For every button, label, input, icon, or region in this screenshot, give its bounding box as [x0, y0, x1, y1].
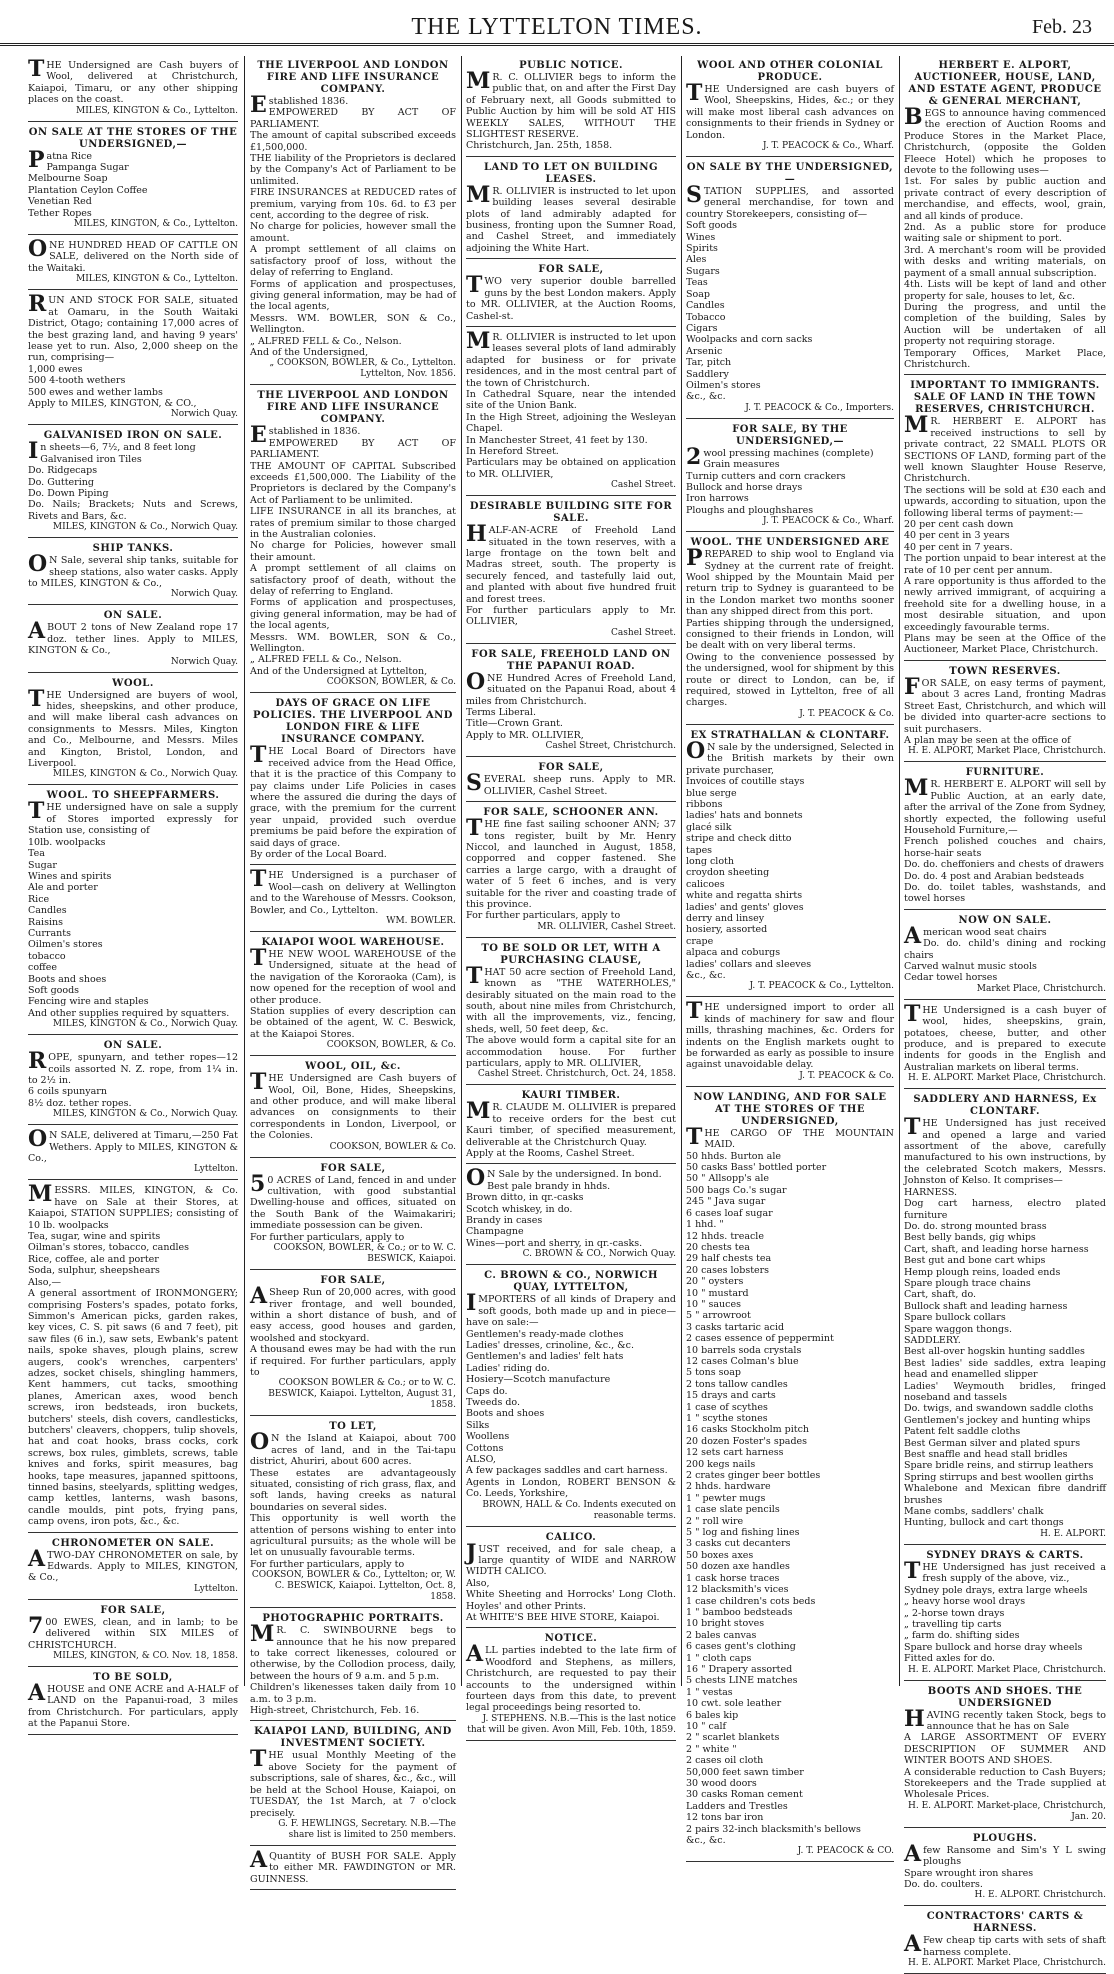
ad-heading: ON SALE BY THE UNDERSIGNED,—: [686, 162, 894, 186]
ad-heading: KAURI TIMBER.: [521, 1090, 621, 1102]
advertisement: [904, 1831, 1106, 1907]
ad-heading: PUBLIC NOTICE.: [519, 60, 623, 71]
ad-signature: Norwich Quay.: [170, 409, 238, 420]
ad-body: THE NEW WOOL WAREHOUSE of the Undersigned, situate at the head of the navigation of the Kororaoka (Cam), is now opened for the reception of wool and other produce. Station supplies of every description can be obtained of the agent, W. C. Beswick, at the Kaiapoi Stores.: [250, 944, 456, 1040]
ad-heading: WOOL. THE UNDERSIGNED ARE: [690, 537, 890, 549]
ad-body: Established in 1836. EMPOWERED BY ACT OF PARLIAMENT. THE AMOUNT OF CAPITAL Subscribed exceeds £1,500,000. The Liability of the Proprietors is declared by the Company's Act of Parliament to be unlimited. LIFE INSURANCE in all its branches, at rates of premium similar to those charged in the Australian colonies. No charge for Policies, however small their amount. A prompt settlement of all claims on satisfactory proof of death, without the delay of referring to England. Forms of application and prospectuses, giving general information, may be had of the local agents, Messrs. WM. BOWLER, SON & Co., Wellington. „ ALFRED FELL & Co., Nelson. And of the Undersigned at Lyttelton,: [250, 422, 456, 677]
ad-body: 50 ACRES of Land, fenced in and under cultivation, with good substantial Dwelling-house and offices, situated on the South Bank of the Waimakariri; immediate possession can be given. For further particulars, apply to: [250, 1170, 456, 1243]
ad-signature: Market Place, Christchurch.: [976, 983, 1106, 994]
advertisement: [250, 696, 456, 865]
ad-signature: MILES, KINGTON & Co., Norwich Quay.: [52, 769, 238, 780]
ad-heading: FURNITURE.: [965, 767, 1045, 779]
advertisement: [466, 941, 676, 1086]
advertisement: [466, 1167, 676, 1265]
advertisement: [904, 1548, 1106, 1681]
advertisement: [28, 428, 238, 538]
ad-heading: PLOUGHS.: [972, 1832, 1038, 1844]
ad-body: AQuantity of BUSH FOR SALE. Apply to either MR. FAWDINGTON or MR. GUINNESS.: [250, 1846, 456, 1885]
advertisement: [904, 378, 1106, 661]
ad-signature: H. E. ALPORT. Market Place, Christchurch.: [907, 1958, 1106, 1969]
ad-signature: H. E. ALPORT. Market Place, Christchurch.: [907, 1073, 1106, 1084]
advertisement: [466, 327, 676, 496]
issue-date: Feb. 23: [1032, 16, 1092, 38]
advertisement: [686, 1090, 894, 1863]
ad-heading: GALVANISED IRON ON SALE.: [43, 430, 223, 442]
ad-signature: J. T. PEACOCK & CO.: [797, 1846, 894, 1857]
ad-body: THE Undersigned are Cash buyers of Wool, Oil, Bone, Hides, Sheepskins, and other produce, and will make liberal advances on consignments to their correspondents in London, Liverpool, or the Colonies.: [250, 1069, 456, 1142]
advertisement: [466, 1088, 676, 1164]
advertisement: [28, 1603, 238, 1667]
ad-body: THE usual Monthly Meeting of the above Society for the payment of subscriptions, sale of shares, &c., &c., will be held at the School House, Kaiapoi, on TUESDAY, the 1st March, at 7 o'clock precisely.: [250, 1746, 456, 1819]
ad-signature: Norwich Quay.: [170, 656, 238, 667]
ad-body: MR. C. OLLIVIER begs to inform the public that, on and after the First Day of February next, all Goods submitted to Public Auction by him will be sold AT HIS WEEKLY SALES, WITHOUT THE SLIGHTEST RESERVE. Christchurch, Jan. 25th, 1858.: [466, 68, 676, 152]
ad-body: ATWO-DAY CHRONOMETER on sale, by Edwards. Apply to MILES, KINGTON, & Co.,: [28, 1545, 238, 1584]
ad-body: THE Undersigned are buyers of wool, hides, sheepskins, and other produce, and will make liberal cash advances on consignments to Messrs. Miles, Kington and Co., Melbourne, and Messrs. Miles and Kington, Bristol, London, and Liverpool.: [28, 685, 238, 770]
ad-signature: MILES, KINGTON, & CO. Nov. 18, 1858.: [53, 1651, 238, 1662]
ad-body: THE Undersigned are Cash buyers of Wool, delivered at Christchurch, Kaiapoi, Timaru, or any other shipping places on the coast.: [28, 56, 238, 106]
ad-heading: SHIP TANKS.: [92, 543, 174, 555]
ad-body: STATION SUPPLIES, and assorted general merchandise, for town and country Storekeepers, consisting of— Soft goods Wines Spirits Ales Sugars Teas Soap Candles Tobacco Cigars Woolpacks and corn sacks Arsenic Tar, pitch Saddlery Oilmen's stores &c., &c.: [686, 182, 894, 403]
advertisement: [904, 1092, 1106, 1545]
ad-body: THE Undersigned is a cash buyer of wool, hides, sheepskins, grain, potatoes, cheese, butter, and other produce, and is prepared to execute indents for goods in the English and Australian markets on liberal terms.: [904, 1000, 1106, 1073]
advertisement: [28, 1536, 238, 1600]
advertisement: [28, 293, 238, 425]
ad-body: 2wool pressing machines (complete) Grain measures Turnip cutters and corn crackers Bullock and horse drays Iron harrows Ploughs and ploughshares: [686, 443, 874, 516]
ad-signature: COOKSON BOWLER & Co.; or to W. C. BESWICK, Kaiapoi. Lyttelton, August 31, 1858.: [268, 1378, 456, 1411]
advertisement: [250, 935, 456, 1056]
ad-signature: J. STEPHENS. N.B.—This is the last notice that will be given. Avon Mill, Feb. 10th, 1859.: [467, 1713, 676, 1735]
ad-heading: NOW LANDING, AND FOR SALE AT THE STORES OF THE UNDERSIGNED,: [693, 1091, 887, 1127]
advertisement: [250, 1724, 456, 1845]
advertisement: [904, 1000, 1106, 1089]
ad-heading: TO LET,: [329, 1421, 377, 1433]
advertisement: [466, 262, 676, 327]
ad-heading: C. BROWN & CO., NORWICH QUAY, LYTTELTON,: [484, 1270, 658, 1294]
ad-heading: KAIAPOI WOOL WAREHOUSE.: [261, 936, 445, 948]
advertisement: [28, 58, 238, 122]
ad-heading: NOW ON SALE.: [958, 914, 1052, 926]
ad-heading: TO BE SOLD,: [93, 1672, 173, 1684]
ad-heading: SADDLERY AND HARNESS, Ex CLONTARF.: [913, 1094, 1097, 1118]
column-4: [682, 56, 898, 1857]
ad-heading: TOWN RESERVES.: [949, 665, 1061, 677]
column-5: [900, 56, 1110, 1969]
ad-body: MR. OLLIVIER is instructed to let upon leases several plots of land admirably adapted for business or for private residences, and in the most central part of the town of Christchurch. In Cathedral Square, near the intended site of the Union Bank. In the High Street, adjoining the Wesleyan Chapel. In Manchester Street, 41 feet by 130. In Hereford Street. Particulars may be obtained on application to MR. OLLIVIER,: [466, 327, 676, 480]
advertisement: [28, 676, 238, 786]
advertisement: [904, 1684, 1106, 1828]
masthead: [0, 0, 1114, 46]
ad-signature: COOKSON, BOWLER & Co., Lyttelton; or, W. C. BESWICK, Kaiapoi. Lyttelton, Oct. 8, 1858.: [251, 1570, 456, 1603]
ad-signature: MILES, KINGTON & Co., Norwich Quay.: [52, 522, 238, 533]
ad-signature: J. T. PEACOCK & Co., Wharf.: [762, 516, 894, 527]
ad-signature: J. T. PEACOCK & Co., Importers.: [745, 402, 894, 413]
ad-heading: PHOTOGRAPHIC PORTRAITS.: [262, 1613, 444, 1625]
ad-signature: H. E. ALPORT. Market Place, Christchurch.: [907, 1664, 1106, 1675]
ad-heading: WOOL, OIL, &c.: [305, 1061, 401, 1073]
ad-heading: FOR SALE, SCHOONER ANN.: [483, 807, 659, 819]
ad-body: American wood seat chairs Do. do. child's dining and rocking chairs Carved walnut music stools Cedar towel horses: [904, 922, 1106, 984]
ad-body: THE Undersigned are cash buyers of Wool, Sheepskins, Hides, &c.; or they will make most liberal cash advances on consignments to their friends in Sydney or London.: [686, 80, 894, 141]
ad-signature: WM. BOWLER.: [386, 915, 456, 926]
ad-signature: MILES, KINGTON & Co., Norwich Quay.: [52, 1109, 238, 1120]
ad-body: THE Undersigned has just received and opened a large and varied assortment of the above, carefully manufactured to his own instructions, by the celebrated Scotch makers, Messrs. Johnston of Kelso. It comprises— HARNESS. Dog cart harness, electro plated furniture Do. do. strong mounted brass Best belly bands, gig whips Cart, shaft, and leading horse harness Best gut and bone cart whips Hemp plough reins, loaded ends Spare plough trace chains Cart, shaft, do. Bullock shaft and leading harness Spare bullock collars Spare waggon thongs. SADDLERY. Best all-over hogskin hunting saddles Best ladies' side saddles, extra leaping head and enamelled slipper Ladies' Weymouth bridles, fringed noseband and tassels Do. twigs, and swandown saddle cloths Gentlemen's jockey and hunting whips Patent felt saddle cloths Best German silver and plated spurs Best snaffle and head stall bridles Spare bridle reins, and stirrup leathers Spring stirrups and best woollen girths Whalebone and Mexican fibre dandriff brushes Mane combs, saddlers' chalk Hunting, bullock and cart thongs: [904, 1114, 1106, 1529]
ad-signature: MILES, KINGTON, & Co., Lyttelton.: [73, 219, 238, 230]
advertisement: [28, 1670, 238, 1735]
ad-heading: TO BE SOLD OR LET, WITH A PURCHASING CLAUSE,: [481, 942, 661, 966]
advertisement: [904, 664, 1106, 762]
ad-heading: FOR SALE,: [320, 1162, 386, 1174]
column-3: [462, 56, 680, 1735]
ad-body: MESSRS. MILES, KINGTON, & Co. have on Sale at their Stores, at Kaiapoi, STATION SUPPLIES; consisting of 10 lb. woolpacks Tea, sugar, wine and spirits Oilman's stores, tobacco, candles Rice, coffee, ale and porter Soda, sulphur, sheepshears Also,— A general assortment of IRONMONGERY; comprising Fosters's spades, potato forks, Simmon's American picks, garden rakes, key vices, C. S. pit saws (6 and 7 feet), pit saw files (6 in.), saw sets, Ewbank's patent nails, spoke shaves, plough plains, screw augers, cook's wrenches, carpenters' adzes, socket chisels, shingling hammers, Kent hammers, cut tacks, smoothing planes, American axes, wood bench screws, iron bedsteads, iron buckets, butchers' steels, dish covers, candlesticks, butchers' cleavers, choppers, tulip shovels, hat and coat hooks, brass cocks, cork screws, box rules, gimblets, screws, table knives and forks, spirit measures, bag hooks, tape measures, japanned spittoons, tinned basins, steelyards, splitting wedges, camp kettles, lanterns, wash basons, candle moulds, pint pots, frying pans, camp ovens, iron pots, &c., &c.: [28, 1181, 238, 1528]
ad-body: ON SALE, delivered at Timaru,—250 Fat Wethers. Apply to MILES, KINGTON & Co.,: [28, 1126, 238, 1165]
ad-heading: EX STRATHALLAN & CLONTARF.: [690, 729, 890, 741]
advertisement: [904, 58, 1106, 375]
ad-heading: FOR SALE,: [538, 264, 604, 276]
ad-body: THE Undersigned is a purchaser of Wool—cash on delivery at Wellington and to the Warehouse of Messrs. Cookson, Bowler, and Co., Lyttelton.: [250, 866, 456, 916]
advertisement: [250, 1059, 456, 1157]
ad-heading: HERBERT E. ALPORT, AUCTIONEER, HOUSE, LAND, AND ESTATE AGENT, PRODUCE & GENERAL MERCHANT,: [908, 60, 1102, 107]
ad-body: ABOUT 2 tons of New Zealand rope 17 doz. tether lines. Apply to MILES, KINGTON & Co.,: [28, 618, 238, 657]
advertisement: [686, 535, 894, 725]
advertisement: [686, 422, 894, 532]
ad-heading: SYDNEY DRAYS & CARTS.: [926, 1549, 1084, 1561]
ad-body: TWO very superior double barrelled guns by the best London makers. Apply to MR. OLLIVIER, at the Auction Rooms, Cashel-st.: [466, 272, 676, 322]
advertisement: [28, 1183, 238, 1532]
ad-heading: WOOL. TO SHEEPFARMERS.: [46, 790, 220, 802]
ad-heading: DAYS OF GRACE ON LIFE POLICIES. THE LIVERPOOL AND LONDON FIRE & LIFE INSURANCE COMPANY.: [253, 698, 453, 746]
ad-signature: J. T. PEACOCK & Co.: [799, 708, 894, 719]
ad-heading: THE LIVERPOOL AND LONDON FIRE AND LIFE INSURANCE COMPANY.: [257, 390, 449, 426]
ad-signature: COOKSON, BOWLER & Co.: [329, 1141, 456, 1152]
advertisement: [904, 765, 1106, 909]
ad-body: PREPARED to ship wool to England via Sydney at the current rate of freight. Wool shipped by the Mountain Maid per return trip to Sydney is guaranteed to be in the London market two months sooner than any shipped direct from this port. Parties shipping through the undersigned, consigned to their friends in London, will be dealt with on very liberal terms. Owing to the convenience possessed by the undersigned, wool for shipment by this route or direct to London, can be, if required, stowed in Lyttelton, free of all charges.: [686, 545, 894, 709]
ad-signature: Lyttelton.: [193, 1583, 238, 1594]
ad-signature: H. E. ALPORT.: [1040, 1528, 1106, 1539]
advertisement: [250, 388, 456, 693]
ad-heading: FOR SALE,: [320, 1275, 386, 1287]
ad-signature: Norwich Quay.: [170, 589, 238, 600]
advertisement: [466, 647, 676, 757]
ad-signature: H. E. ALPORT. Market-place, Christchurch, Jan. 20.: [908, 1800, 1106, 1822]
column-rule: [244, 56, 245, 1686]
advertisement: [466, 499, 676, 644]
advertisement: [250, 868, 456, 932]
ad-signature: J. T. PEACOCK & Co.: [799, 1070, 894, 1081]
ad-signature: MILES, KINGTON & Co., Lyttelton.: [76, 105, 238, 116]
advertisement: [28, 608, 238, 672]
ad-body: THE CARGO OF THE MOUNTAIN MAID. 50 hhds. Burton ale 50 casks Bass' bottled porter 50 " Allsopp's ale 500 bags Co.'s sugar 245 " Java sugar 6 cases loaf sugar 1 hhd. " 12 hhds. treacle 20 chests tea 29 half chests tea 20 cases lobsters 20 " oysters 10 " mustard 10 " sauces 5 " arrowroot 3 casks tartaric acid 2 cases essence of peppermint 10 barrels soda crystals 12 cases Colman's blue 5 tons soap 2 tons tallow candles 15 drays and carts 1 case of scythes 1 " scythe stones 16 casks Stockholm pitch 20 dozen Foster's spades 12 sets cart harness 200 kegs nails 2 crates ginger beer bottles 2 hhds. hardware 1 " pewter mugs 1 case slate pencils 2 " roll wire 5 " log and fishing lines 3 casks cut decanters 50 boxes axes 50 dozen axe handles 1 cask horse traces 12 blacksmith's vices 1 case children's cots beds 1 " bamboo bedsteads 10 bright stoves 2 bales canvas 6 cases gent's clothing 1 " cloth caps 16 " Drapery assorted 5 chests LINE matches 1 " vestas 10 cwt. sole leather 6 bales kip 10 " calf 2 " scarlet blankets 2 " white " 2 cases oil cloth 50,000 feet sawn timber 30 wood doors 30 casks Roman cement Ladders and Trestles 12 tons bar iron 2 pairs 32-inch blacksmith's bellows &c., &c.: [686, 1123, 894, 1847]
column-1: [24, 56, 242, 1730]
advertisement: [250, 58, 456, 385]
ad-body: BEGS to announce having commenced the erection of Auction Rooms and Produce Stores in the Market Place, Christchurch, (opposite the Golden Fleece Hotel) which he proposes to devote to the following uses— 1st. For sales by public auction and private contract of every description of merchandise, and effects, wool, grain, and all kinds of produce. 2nd. As a public store for produce waiting sale or shipment to port. 3rd. A merchant's room will be provided with desks and writing materials, on payment of a small annual subscription. 4th. Lists will be kept of land and other property for sale, houses to let, &c. During the progress, and until the completion of the building, Sales by Auction will be undertaken of all property not requiring storage. Temporary Offices, Market Place, Christchurch.: [904, 104, 1106, 370]
advertisement: [686, 728, 894, 998]
ad-body: RUN AND STOCK FOR SALE, situated at Oamaru, in the South Waitaki District, Otago; containing 17,000 acres of the best grazing land, and having 9 years' lease yet to run. Also, 2,000 sheep on the run, comprising— 1,000 ewes 500 4-tooth wethers 500 ewes and wether lambs Apply to MILES, KINGTON, & CO.,: [28, 291, 238, 409]
ad-heading: ON SALE.: [103, 1040, 163, 1052]
ad-body: MR. OLLIVIER is instructed to let upon building leases several desirable plots of land admirably adapted for business, fronting upon the Sumner Road, and Cashel Street, and immediately adjoining the White Hart.: [466, 181, 676, 254]
ad-body: THE undersigned have on sale a supply of Stores imported expressly for Station use, consisting of 10lb. woolpacks Tea Sugar Wines and spirits Ale and porter Rice Candles Raisins Currants Oilmen's stores tobacco coffee Boots and shoes Soft goods Fencing wire and staples And other supplies required by squatters.: [28, 798, 238, 1019]
ad-body: THE Undersigned has just received a fresh supply of the above, viz., Sydney pole drays, extra large wheels „ heavy horse wool drays „ 2-horse town drays „ travelling tip carts „ farm do. shifting sides Spare bullock and horse dray wheels Fitted axles for do.: [904, 1557, 1106, 1665]
advertisement: [28, 1128, 238, 1180]
advertisement: [904, 1909, 1106, 1974]
ad-body: MR. CLAUDE M. OLLIVIER is prepared to receive orders for the best cut Kauri timber, of specified measurement, deliverable at the Christchurch Quay. Apply at the Rooms, Cashel Street.: [466, 1098, 676, 1160]
ad-heading: WOOL AND OTHER COLONIAL PRODUCE.: [697, 60, 883, 83]
ad-body: MR. HERBERT E. ALPORT has received instructions to sell by private contract, 22 SMALL PLOTS OR SECTIONS OF LAND, forming part of the well known Slaughter House Reserve, Christchurch. The sections will be sold at £30 each and upwards, according to situation, upon the following liberal terms of payment:— 20 per cent cash down 40 per cent in 3 years 40 per cent in 7 years. The portion unpaid to bear interest at the rate of 10 per cent per annum. A rare opportunity is thus afforded to the newly arrived immigrant, of acquiring a freehold site for a dwelling house, in a most desirable situation, and upon exceedingly favourable terms. Plans may be seen at the Office of the Auctioneer, Market Place, Christchurch.: [904, 412, 1106, 656]
ad-heading: BOOTS AND SHOES. THE UNDERSIGNED: [927, 1685, 1083, 1709]
ad-signature: Cashel Street.: [611, 480, 676, 491]
advertisement: [250, 1611, 456, 1721]
ad-signature: J. T. PEACOCK & Co., Lyttelton.: [749, 981, 894, 992]
ad-signature: COOKSON, BOWLER, & Co.: [326, 677, 456, 688]
ad-heading: THE LIVERPOOL AND LONDON FIRE AND LIFE INSURANCE COMPANY.: [257, 60, 449, 95]
advertisement: [466, 160, 676, 259]
ad-heading: FOR SALE, FREEHOLD LAND ON THE PAPANUI ROAD.: [471, 648, 671, 672]
ad-body: THAT 50 acre section of Freehold Land, known as "THE WATERHOLES," desirably situated on the main road to the south, about nine miles from Christchurch, with all the improvements, viz., fencing, sheds, well, 50 feet deep, &c. The above would form a capital site for an accommodation house. For further particulars, apply to MR. OLLIVIER,: [466, 962, 676, 1069]
advertisement: [28, 125, 238, 235]
ad-signature: Lyttelton.: [193, 1164, 238, 1175]
ad-body: THE undersigned import to order all kinds of machinery for saw and flour mills, thrashing machines, &c. Orders for indents on the English markets ought to be forwarded as early as possible to insure against unavoidable delay.: [686, 998, 894, 1071]
ad-body: AFew cheap tip carts with sets of shaft harness complete.: [904, 1931, 1106, 1958]
ad-body: ON Sale, several ship tanks, suitable for sheep stations, also water casks. Apply to MILES, KINGTON & Co.,: [28, 551, 238, 589]
ad-body: 700 EWES, clean, and in lamb; to be delivered within SIX MILES of CHRISTCHURCH.: [28, 1612, 238, 1651]
ad-body: ON the Island at Kaiapoi, about 700 acres of land, and in the Tai-tapu district, Ahuriri, about 600 acres. These estates are advantageously situated, consisting of rich grass, flax, and soft lands, having creeks as natural boundaries on several sides. This opportunity is well worth the attention of persons wishing to enter into agricultural pursuits; as the whole will be let on unusually favourable terms. For further particulars, apply to: [250, 1429, 456, 1570]
ad-body: Afew Ransome and Sim's Y L swing ploughs Spare wrought iron shares Do. do. coulters.: [904, 1840, 1106, 1890]
advertisement: [466, 1631, 676, 1740]
ad-signature: Cashel Street.: [611, 627, 676, 638]
ad-body: ON Sale by the undersigned. In bond. Best pale brandy in hhds. Brown ditto, in qr.-casks Scotch whiskey, in do. Brandy in cases Champagne Wines—port and sherry, in qr.-casks.: [466, 1165, 662, 1249]
advertisement: [466, 805, 676, 938]
advertisement: [466, 58, 676, 157]
ad-signature: COOKSON, BOWLER, & Co.: [326, 1040, 456, 1051]
ad-body: JUST received, and for sale cheap, a large quantity of WIDE and NARROW WIDTH CALICO. Also, White Sheeting and Horrocks' Long Cloth. Hoyles' and other Prints. At WHITE'S BEE HIVE STORE, Kaiapoi.: [466, 1539, 676, 1624]
ad-body: MR. HERBERT E. ALPORT will sell by Public Auction, at an early date, after the arrival of the Zone from Sydney, shortly expected, the following useful Household Furniture,— French polished couches and chairs, horse-hair seats Do. do. cheffoniers and chests of drawers Do. do. 4 post and Arabian bedsteads Do. do. toilet tables, washstands, and towel horses: [904, 775, 1106, 905]
ad-heading: CONTRACTORS' CARTS & HARNESS.: [926, 1911, 1084, 1935]
advertisement: [904, 913, 1106, 1000]
ad-body: AHOUSE and ONE ACRE and A-HALF of LAND on the Papanui-road, 3 miles from Christchurch. For particulars, apply at the Papanui Store.: [28, 1680, 238, 1730]
ad-signature: H. E. ALPORT. Christchurch.: [974, 1890, 1106, 1901]
ad-heading: DESIRABLE BUILDING SITE FOR SALE.: [469, 501, 673, 525]
ad-body: ONE HUNDRED HEAD OF CATTLE ON SALE, delivered on the North side of the Waitaki.: [28, 236, 238, 274]
ad-body: ASheep Run of 20,000 acres, with good river frontage, and well bounded, within a short distance of bush, and of easy access, good houses and garden, woolshed and stockyard. A thousand ewes may be had with the run if required. For further particulars, apply to: [250, 1283, 456, 1378]
ad-heading: FOR SALE,: [538, 762, 604, 774]
advertisement: [466, 1530, 676, 1629]
newspaper-title: THE LYTTELTON TIMES.: [411, 14, 703, 40]
ad-signature: BROWN, HALL & Co. Indents executed on reasonable terms.: [482, 1499, 676, 1521]
advertisement: [28, 788, 238, 1035]
ad-body: FOR SALE, on easy terms of payment, about 3 acres Land, fronting Madras Street East, Christchurch, and which will be divided into quarter-acre sections to suit purchasers. A plan may be seen at the office of: [904, 673, 1106, 746]
ad-signature: MR. OLLIVIER, Cashel Street.: [537, 921, 676, 932]
advertisement: [250, 1419, 456, 1608]
ad-body: IMPORTERS of all kinds of Drapery and soft goods, both made up and in piece—have on sale:— Gentlemen's ready-made clothes Ladies' dresses, crinoline, &c., &c. Gentlemen's and ladies' felt hats Ladies' riding do. Hosiery—Scotch manufacture Caps do. Tweeds do. Boots and shoes Silks Woollens Cottons ALSO, A few packages saddles and cart harness. Agents in London, ROBERT BENSON & Co. Leeds, Yorkshire,: [466, 1290, 676, 1500]
ad-heading: ON SALE AT THE STORES OF THE UNDERSIGNED,—: [28, 126, 238, 150]
advertisement: [686, 1000, 894, 1086]
ad-signature: H. E. ALPORT, Market Place, Christchurch.: [907, 746, 1106, 757]
advertisement: [250, 1273, 456, 1416]
ad-heading: KAIAPOI LAND, BUILDING, AND INVESTMENT SOCIETY.: [254, 1726, 452, 1750]
ad-body: ONE Hundred Acres of Freehold Land, situated on the Papanui Road, about 4 miles from Christchurch. Terms Liberal. Title—Crown Grant. Apply to MR. OLLIVIER,: [466, 668, 676, 741]
ad-heading: ON SALE.: [103, 610, 163, 622]
advertisement: [28, 541, 238, 605]
ad-body: ALL parties indebted to the late firm of Woodford and Stephens, as millers, Christchurch, are requested to pay their accounts to the undersigned within fourteen days from this date, to prevent legal proceedings being resorted to.: [466, 1641, 676, 1714]
ad-body: Established 1836. EMPOWERED BY ACT OF PARLIAMENT. The amount of capital subscribed exceeds £1,500,000. THE liability of the Proprietors is declared by the Company's Act of Parliament to be unlimited. FIRE INSURANCES at REDUCED rates of premium, varying from 10s. 6d. to £3 per cent, according to the degree of risk. No charge for policies, however small the amount. A prompt settlement of all claims on satisfactory proof of loss, without the delay of referring to England. Forms of application and prospectuses, giving general information, may be had of the local agents, Messrs. WM. BOWLER, SON & Co., Wellington. „ ALFRED FELL & Co., Nelson. And of the Undersigned,: [250, 92, 456, 358]
ad-body: In sheets—6, 7½, and 8 feet long Galvanised iron Tiles Do. Ridgecaps Do. Guttering Do. Down Piping Do. Nails; Brackets; Nuts and Screws, Rivets and Bars, &c.: [28, 438, 238, 522]
advertisement: [250, 1161, 456, 1270]
ad-signature: „ COOKSON, BOWLER, & Co., Lyttelton. Lyttelton, Nov. 1856.: [269, 358, 456, 380]
advertisement: [28, 1038, 238, 1125]
ad-body: HALF-AN-ACRE of Freehold Land situated in the town reserves, with a large frontage on the town belt and Madras street, south. The property is securely fenced, and tastefully laid out, and planted with about five hundred fruit and forest trees. For further particulars apply to Mr. OLLIVIER,: [466, 521, 676, 628]
ad-heading: WOOL.: [112, 677, 154, 689]
ad-body: Patna Rice Pampanga Sugar Melbourne Soap Plantation Ceylon Coffee Venetian Red Tether Ropes: [28, 146, 148, 219]
advertisement: [686, 58, 894, 157]
ad-signature: G. F. HEWLINGS, Secretary. N.B.—The share list is limited to 250 members.: [278, 1818, 456, 1840]
ad-signature: Cashel Street, Christchurch.: [545, 741, 676, 752]
ad-heading: LAND TO LET ON BUILDING LEASES.: [483, 161, 659, 185]
advertisement: [28, 238, 238, 290]
ad-heading: CALICO.: [545, 1531, 597, 1543]
ad-signature: J. T. PEACOCK & Co., Wharf.: [762, 141, 894, 152]
advertisement: [250, 1846, 456, 1890]
ad-body: HAVING recently taken Stock, begs to announce that he has on Sale A LARGE ASSORTMENT OF EVERY DESCRIPTION OF SUMMER AND WINTER BOOTS AND SHOES. A considerable reduction to Cash Buyers; Storekeepers and the Trade supplied at Wholesale Prices.: [904, 1705, 1106, 1801]
ad-signature: MILES, KINGTON & Co., Lyttelton.: [76, 274, 238, 285]
ad-signature: MILES, KINGTON & Co., Norwich Quay.: [52, 1019, 238, 1030]
ad-signature: COOKSON, BOWLER, & Co.; or to W. C. BESWICK, Kaiapoi.: [273, 1243, 456, 1265]
column-2: [246, 56, 460, 1885]
ad-body: THE fine fast sailing schooner ANN; 37 tons register, built by Mr. Henry Niccol, and launched in August, 1858, copporred and copper fastened. She carries a large cargo, with a draught of water of 5 feet 6 inches, and is very suitable for the river and coasting trade of this province. For further particulars, apply to: [466, 815, 676, 922]
ad-body: THE Local Board of Directors have received advice from the Head Office, that it is the practice of this Company to pay claims under Life Policies in cases where the assured die during the days of grace, with the premium for the current year unpaid, provided such overdue premiums be paid before the expiration of said days of grace. By order of the Local Board.: [250, 742, 456, 860]
ad-signature: Cashel Street. Christchurch, Oct. 24, 1858.: [477, 1069, 676, 1080]
ad-heading: CHRONOMETER ON SALE.: [51, 1537, 215, 1549]
ad-body: ON sale by the undersigned, Selected in the British markets by their own private purchaser, Invoices of coutille stays blue serge ribbons ladies' hats and bonnets glacé silk stripe and check ditto tapes long cloth croydon sheeting calicoes white and regatta shirts ladies' and gents' gloves derry and linsey hosiery, assorted crape alpaca and coburgs ladies' collars and sleeves &c., &c.: [686, 737, 894, 981]
advertisement: [466, 1268, 676, 1526]
advertisement: [466, 760, 676, 802]
ad-body: MR. C. SWINBOURNE begs to announce that he his now prepared to take correct likenesses, coloured or otherwise, by the Collodion process, daily, between the hours of 9 a.m. and 5 p.m. Children's likenesses taken daily from 10 a.m. to 3 p.m. High-street, Christchurch, Feb. 16.: [250, 1621, 456, 1717]
ad-heading: NOTICE.: [544, 1633, 598, 1645]
ad-body: SEVERAL sheep runs. Apply to MR. OLLIVIER, Cashel Street.: [466, 770, 676, 797]
ad-heading: FOR SALE, BY THE UNDERSIGNED,—: [732, 423, 848, 447]
ad-signature: C. BROWN & CO., Norwich Quay.: [522, 1249, 676, 1260]
advertisement: [686, 160, 894, 419]
ad-body: ROPE, spunyarn, and tether ropes—12 coils assorted N. Z. rope, from 1¼ in. to 2½ in. 6 coils spunyarn 8½ doz. tether ropes.: [28, 1048, 238, 1109]
ad-heading: FOR SALE,: [100, 1604, 166, 1616]
ad-heading: IMPORTANT TO IMMIGRANTS. SALE OF LAND IN THE TOWN RESERVES, CHRISTCHURCH.: [910, 380, 1100, 416]
